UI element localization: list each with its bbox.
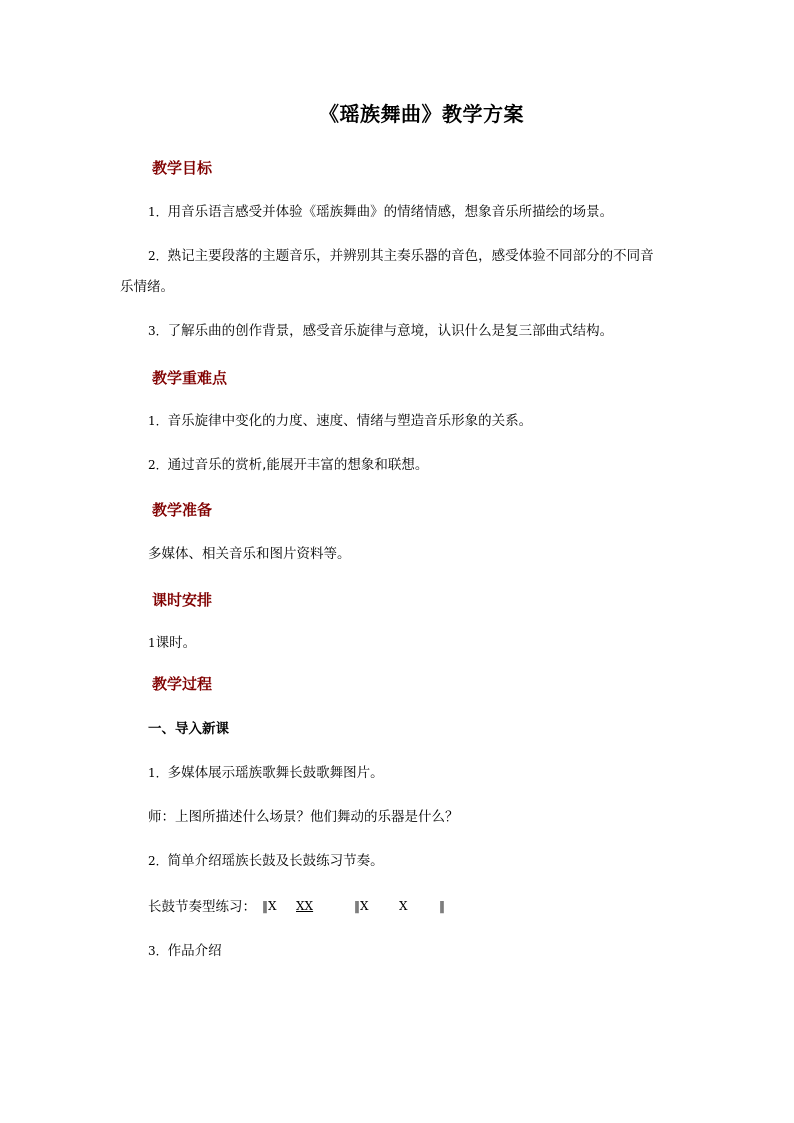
process-item-3 [148, 941, 222, 961]
item-text: 简单介绍瑶族长鼓及长鼓练习节奏。 [167, 853, 384, 869]
heading-preparation: 教学准备 [152, 501, 213, 519]
item-number: 1． [148, 766, 168, 780]
item-text: 音乐旋律中变化的力度、速度、情绪与塑造音乐形象的关系。 [167, 413, 533, 429]
item-number: 3． [148, 944, 168, 958]
rhythm-label: 长鼓节奏型练习： [148, 899, 256, 915]
item-text: 了解乐曲的创作背景，感受音乐旋律与意境，认识什么是复三部曲式结构。 [167, 323, 614, 339]
document-title: 《瑶族舞曲》教学方案 [319, 102, 524, 126]
objective-item-1 [148, 202, 613, 222]
sub-heading-intro: 一、导入新课 [148, 721, 229, 737]
item-number: 3． [148, 324, 168, 338]
rhythm-bar2-note: X [399, 899, 408, 913]
schedule-number: 1 [148, 636, 156, 650]
item-number: 2． [148, 458, 168, 472]
objective-item-2-continuation: 乐情绪。 [120, 279, 174, 295]
key-point-item-1 [148, 411, 532, 431]
objective-item-2 [148, 246, 654, 266]
item-text: 多媒体展示瑶族歌舞长鼓歌舞图片。 [167, 765, 384, 781]
process-item-1 [148, 763, 384, 783]
rhythm-bar1-underlined: XX [296, 899, 314, 913]
heading-schedule: 课时安排 [152, 591, 213, 609]
schedule-label: 课时。 [155, 635, 197, 651]
rhythm-bar2-start: ‖X [354, 899, 369, 913]
heading-objectives: 教学目标 [152, 159, 213, 177]
schedule-text [148, 633, 196, 653]
process-item-2 [148, 851, 384, 871]
item-number: 2． [148, 249, 168, 263]
heading-process: 教学过程 [152, 675, 213, 693]
rhythm-bar1-start: ‖X [262, 899, 277, 913]
key-point-item-2 [148, 455, 428, 475]
item-text: 作品介绍 [167, 943, 222, 959]
item-text: 通过音乐的赏析,能展开丰富的想象和联想。 [167, 457, 429, 473]
teacher-question: 师：上图所描述什么场景？他们舞动的乐器是什么？ [148, 809, 459, 825]
item-number: 1． [148, 414, 168, 428]
rhythm-bar-end: ‖ [439, 899, 445, 913]
item-number: 2． [148, 854, 168, 868]
preparation-text: 多媒体、相关音乐和图片资料等。 [148, 546, 351, 562]
heading-key-points: 教学重难点 [152, 369, 228, 387]
item-number: 1． [148, 205, 168, 219]
item-text: 用音乐语言感受并体验《瑶族舞曲》的情绪情感，想象音乐所描绘的场景。 [167, 204, 614, 220]
item-text: 熟记主要段落的主题音乐，并辨别其主奏乐器的音色，感受体验不同部分的不同音 [167, 248, 654, 264]
objective-item-3 [148, 321, 613, 341]
